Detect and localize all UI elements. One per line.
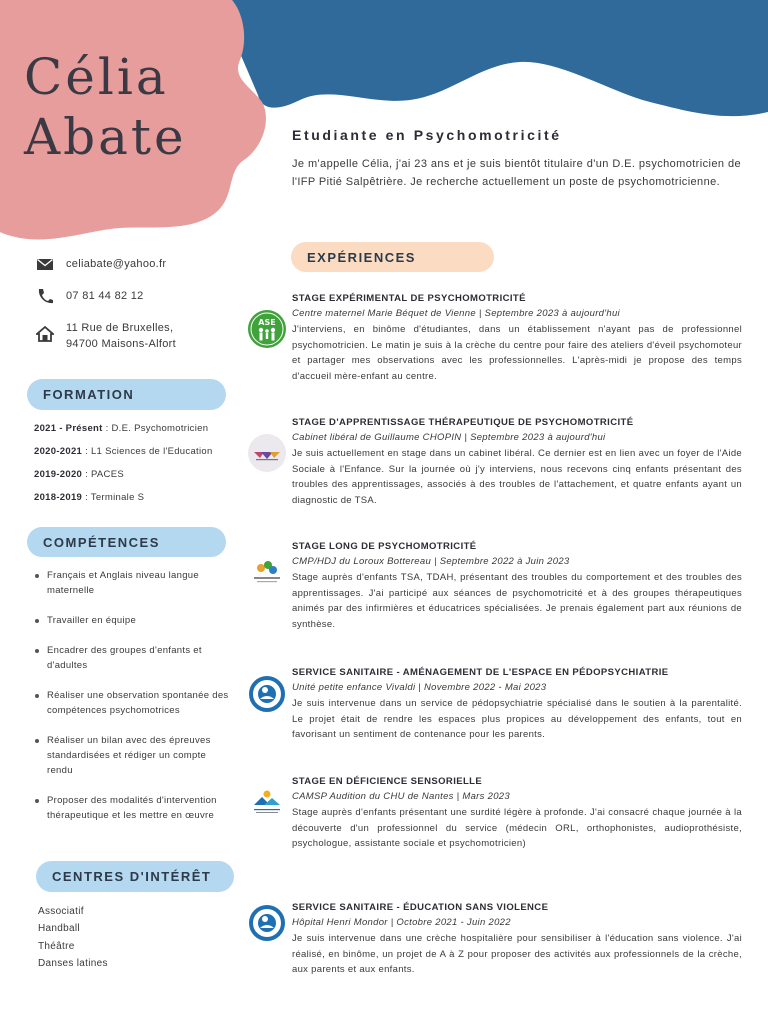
- ase-logo-text: ASE: [258, 318, 276, 327]
- list-item: Réaliser un bilan avec des épreuves standardisées et rédiger un compte rendu: [34, 733, 234, 778]
- first-name: Célia: [24, 48, 169, 106]
- list-item: Réaliser une observation spontanée des compétences psychomotrices: [34, 688, 234, 718]
- list-item: Français et Anglais niveau langue maternelle: [34, 568, 234, 598]
- list-item: Encadrer des groupes d'enfants et d'adultes: [34, 643, 234, 673]
- experience-description: Je suis intervenue dans un service de pédopsychiatrie spécialisé dans le soutien à la parentalité. Le projet était de rendre les espaces plus propices au développement des enfants, tout en favorisant un sentiment de contenance pour les parents.: [292, 698, 742, 740]
- experiences-heading: EXPÉRIENCES: [291, 242, 494, 272]
- experience-subtitle: CMP/HDJ du Loroux Bottereau | Septembre 2022 à Juin 2023: [292, 556, 570, 567]
- experience-item: [292, 293, 742, 384]
- competences-list: [34, 568, 234, 823]
- hospital-logo-icon: [248, 675, 286, 713]
- experience-title: SERVICE SANITAIRE - AMÉNAGEMENT DE L'ESPACE EN PÉDOPSYCHIATRIE: [292, 667, 669, 678]
- experience-title: STAGE EN DÉFICIENCE SENSORIELLE: [292, 776, 483, 787]
- formation-years: 2021 - Présent: [34, 423, 103, 434]
- last-name: Abate: [24, 108, 187, 166]
- formation-detail: PACES: [90, 469, 124, 480]
- experience-title: STAGE D'APPRENTISSAGE THÉRAPEUTIQUE DE PSYCHOMOTRICITÉ: [292, 417, 634, 428]
- experience-description: Je suis intervenue dans une crèche hospitalière pour sensibiliser à l'éducation sans violence. J'ai réalisé, en binôme, un projet de A à Z pour proposer des activités aux professionnels de la crèche, aux parents et aux enfants.: [292, 933, 742, 975]
- phone-text: 07 81 44 82 12: [66, 290, 144, 302]
- experience-item: [292, 417, 742, 508]
- list-item: Travailler en équipe: [34, 613, 234, 628]
- formation-detail: L1 Sciences de l'Education: [90, 446, 213, 457]
- chu-nantes-logo-icon: [248, 783, 286, 821]
- experience-item: [292, 667, 742, 743]
- experience-title: SERVICE SANITAIRE - ÉDUCATION SANS VIOLENCE: [292, 902, 549, 913]
- experience-subtitle: Hôpital Henri Mondor | Octobre 2021 - Juin 2022: [292, 917, 511, 928]
- experience-item: [292, 776, 742, 852]
- formation-years: 2018-2019: [34, 492, 83, 503]
- intro-paragraph: Je m'appelle Célia, j'ai 23 ans et je suis bientôt titulaire d'un D.E. psychomotricien de l'IFP Pitié Salpêtrière. Je recherche actuellement un poste de psychomotricienne.: [292, 158, 741, 188]
- interest-item: Associatif: [38, 906, 84, 917]
- experience-title: STAGE LONG DE PSYCHOMOTRICITÉ: [292, 541, 477, 552]
- address-line-1: 11 Rue de Bruxelles,: [66, 322, 174, 334]
- experience-description: Stage auprès d'enfants TSA, TDAH, présentant des troubles du comportement et des troubles des apprentissages. J'ai participé aux séances de psychomotricité et à des groupes thérapeutiques animés par des infirmières et éducatrices spécialisées. Je prenais également part aux réunions de synthèse.: [292, 572, 742, 630]
- interests-heading: CENTRES D'INTÉRÊT: [36, 861, 234, 892]
- contact-phone: [36, 288, 144, 304]
- email-text: celiabate@yahoo.fr: [66, 258, 167, 270]
- hospital-logo-icon: [248, 904, 286, 942]
- experience-item: [292, 902, 742, 978]
- experience-item: [292, 541, 742, 632]
- experience-subtitle: Unité petite enfance Vivaldi | Novembre 2022 - Mai 2023: [292, 682, 547, 693]
- formation-item: 2020-2021 : L1 Sciences de l'Education: [34, 446, 213, 457]
- formation-item: 2018-2019 : Terminale S: [34, 492, 145, 503]
- headline: Etudiante en Psychomotricité: [292, 127, 562, 143]
- address-line-2: 94700 Maisons-Alfort: [66, 338, 176, 350]
- formation-item: 2019-2020 : PACES: [34, 469, 124, 480]
- interest-item: Théâtre: [38, 941, 75, 952]
- formation-detail: D.E. Psychomotricien: [111, 423, 209, 434]
- house-icon: [36, 326, 54, 342]
- experience-subtitle: CAMSP Audition du CHU de Nantes | Mars 2023: [292, 791, 510, 802]
- experience-subtitle: Cabinet libéral de Guillaume CHOPIN | Septembre 2023 à aujourd'hui: [292, 432, 606, 443]
- formation-years: 2019-2020: [34, 469, 83, 480]
- experience-title: STAGE EXPÉRIMENTAL DE PSYCHOMOTRICITÉ: [292, 293, 526, 304]
- envelope-icon: [36, 256, 54, 272]
- experience-description: Stage auprès d'enfants présentant une surdité légère à profonde. J'ai consacré chaque journée à la découverte d'un professionnel du service (médecin ORL, orthophonistes, audioprothésiste, psychologue, assistante sociale et psychomotricien): [292, 807, 742, 849]
- interest-item: Handball: [38, 923, 80, 934]
- formation-detail: Terminale S: [90, 492, 145, 503]
- formation-years: 2020-2021: [34, 446, 83, 457]
- formation-item: 2021 - Présent : D.E. Psychomotricien: [34, 423, 209, 434]
- ase-logo-icon: [248, 310, 286, 348]
- cabinet-logo-icon: [248, 434, 286, 472]
- formation-heading: FORMATION: [27, 379, 226, 410]
- competences-heading: COMPÉTENCES: [27, 527, 226, 557]
- contact-email: [36, 256, 166, 272]
- cmp-logo-icon: [248, 556, 286, 594]
- contact-address: [36, 320, 176, 352]
- experience-description: J'interviens, en binôme d'étudiantes, dans un établissement n'ayant pas de professionnel psychomotricien. Le matin je suis à la crèche du centre pour faire des ateliers d'éveil psychomoteur et partager mes observations avec les professionnelles. L'après-midi je propose des temps d'accueil mère-enfant au centre.: [292, 324, 742, 382]
- header-wave: [170, 0, 768, 116]
- list-item: Proposer des modalités d'intervention thérapeutique et les mettre en œuvre: [34, 793, 234, 823]
- experience-subtitle: Centre maternel Marie Béquet de Vienne | Septembre 2023 à aujourd'hui: [292, 308, 620, 319]
- phone-icon: [36, 288, 54, 304]
- interest-item: Danses latines: [38, 958, 108, 969]
- experience-description: Je suis actuellement en stage dans un cabinet libéral. Ce dernier est en lien avec un foyer de l'Aide Sociale à l'Enfance. Sur la journée où j'y interviens, nous recevons cinq enfants présentant des troubles des apprentissages, associés à des troubles de l'attachement, et quatre enfants ayant un diagnostic de TSA.: [292, 448, 742, 506]
